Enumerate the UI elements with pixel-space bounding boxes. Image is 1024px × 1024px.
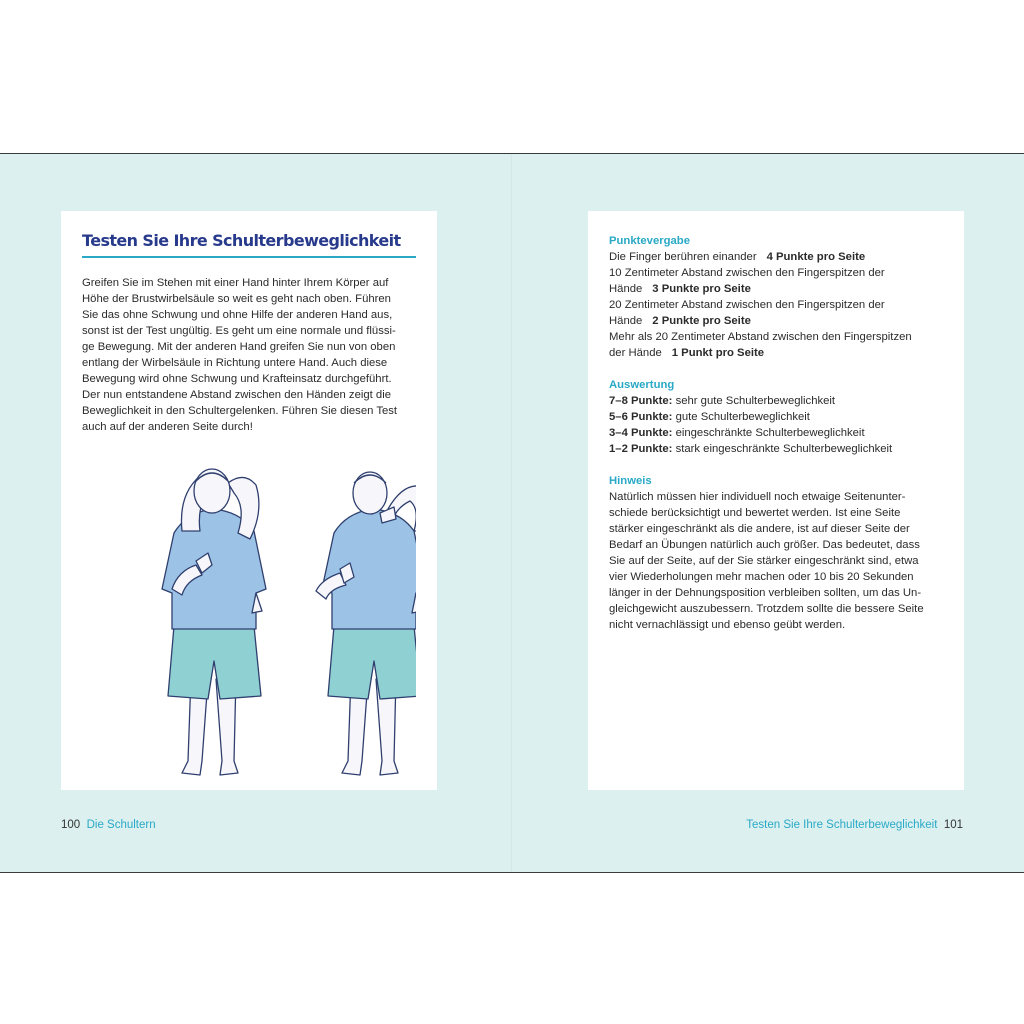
page-title: Testen Sie Ihre Schulterbeweglichkeit [82, 231, 416, 258]
score-condition: Hände [609, 315, 643, 327]
rating-line [609, 393, 943, 409]
score-condition: Die Finger berühren einander [609, 251, 757, 263]
score-points: 2 Punkte pro Seite [652, 315, 751, 327]
figure-left [162, 469, 266, 775]
book-spread [0, 153, 1024, 873]
score-condition: Hände [609, 283, 643, 295]
hinweis-text: Natürlich müssen hier individuell noch etwaige Seitenunter- schiede berücksichtigt und bewertet werden. Ist eine Seite stärker eingeschränkt als die andere, ist auf dieser Seite der Bedarf an Übungen natürlich auch größer. Das bedeutet, dass Sie auf der Seite, auf der Sie stärker eingeschränkt sind, etwa vier Wiederholungen mehr machen oder 10 bis 20 Sekunden länger in der Dehnungsposition verbleiben sollten, um das Un- gleichgewicht auszubessern. Trotzdem sollte die bessere Seite nicht vernachlässigt und ebenso geübt werden. [609, 491, 924, 631]
hinweis-section [609, 473, 943, 633]
rating-range: 1–2 Punkte: [609, 443, 673, 455]
footer-left [61, 819, 156, 831]
figure-right [316, 472, 416, 775]
page-number-left: 100 [61, 819, 81, 831]
right-content-panel [588, 211, 964, 790]
score-line [609, 281, 943, 297]
footer-right [746, 819, 963, 831]
score-line [609, 249, 943, 265]
score-points: 3 Punkte pro Seite [652, 283, 751, 295]
chapter-title-right: Testen Sie Ihre Schulterbeweglichkeit [746, 819, 938, 831]
score-condition: 20 Zentimeter Abstand zwischen den Fingerspitzen der [609, 299, 885, 311]
score-condition: 10 Zentimeter Abstand zwischen den Fingerspitzen der [609, 267, 885, 279]
score-line [609, 313, 943, 329]
auswertung-section [609, 377, 943, 457]
page-number-right: 101 [943, 819, 963, 831]
rating-range: 7–8 Punkte: [609, 395, 673, 407]
score-points: 4 Punkte pro Seite [766, 251, 866, 263]
rating-text: sehr gute Schulterbeweglichkeit [675, 395, 836, 407]
score-condition: der Hände [609, 347, 662, 359]
punktevergabe-heading: Punktevergabe [609, 235, 690, 247]
left-content-panel [61, 211, 437, 790]
shoulder-test-illustration [116, 461, 416, 783]
auswertung-heading: Auswertung [609, 379, 675, 391]
chapter-title-left: Die Schultern [86, 819, 156, 831]
rating-text: eingeschränkte Schulterbeweglichkeit [675, 427, 865, 439]
rating-line [609, 441, 943, 457]
rating-line [609, 409, 943, 425]
book-gutter [511, 154, 513, 872]
hinweis-heading: Hinweis [609, 475, 652, 487]
score-line [609, 345, 943, 361]
instructions-text: Greifen Sie im Stehen mit einer Hand hinter Ihrem Körper auf Höhe der Brustwirbelsäule so weit es geht nach oben. Führen Sie das ohne Schwung und ohne Hilfe der anderen Hand aus, sonst ist der Test ungültig. Es geht um eine normale und flüssi- ge Bewegung. Mit der anderen Hand greifen Sie nun von oben entlang der Wirbelsäule in Richtung untere Hand. Auch diese Bewegung wird ohne Schwung und Krafteinsatz durchgeführt. Der nun entstandene Abstand zwischen den Händen zeigt die Beweglichkeit in den Schultergelenken. Führen Sie diesen Test auch auf der anderen Seite durch! [82, 277, 398, 433]
score-points: 1 Punkt pro Seite [671, 347, 765, 359]
score-condition: Mehr als 20 Zentimeter Abstand zwischen den Fingerspitzen [609, 331, 912, 343]
rating-range: 3–4 Punkte: [609, 427, 673, 439]
punktevergabe-section [609, 233, 943, 361]
rating-text: stark eingeschränkte Schulterbeweglichkeit [675, 443, 893, 455]
rating-text: gute Schulterbeweglichkeit [675, 411, 810, 423]
rating-range: 5–6 Punkte: [609, 411, 673, 423]
rating-line [609, 425, 943, 441]
